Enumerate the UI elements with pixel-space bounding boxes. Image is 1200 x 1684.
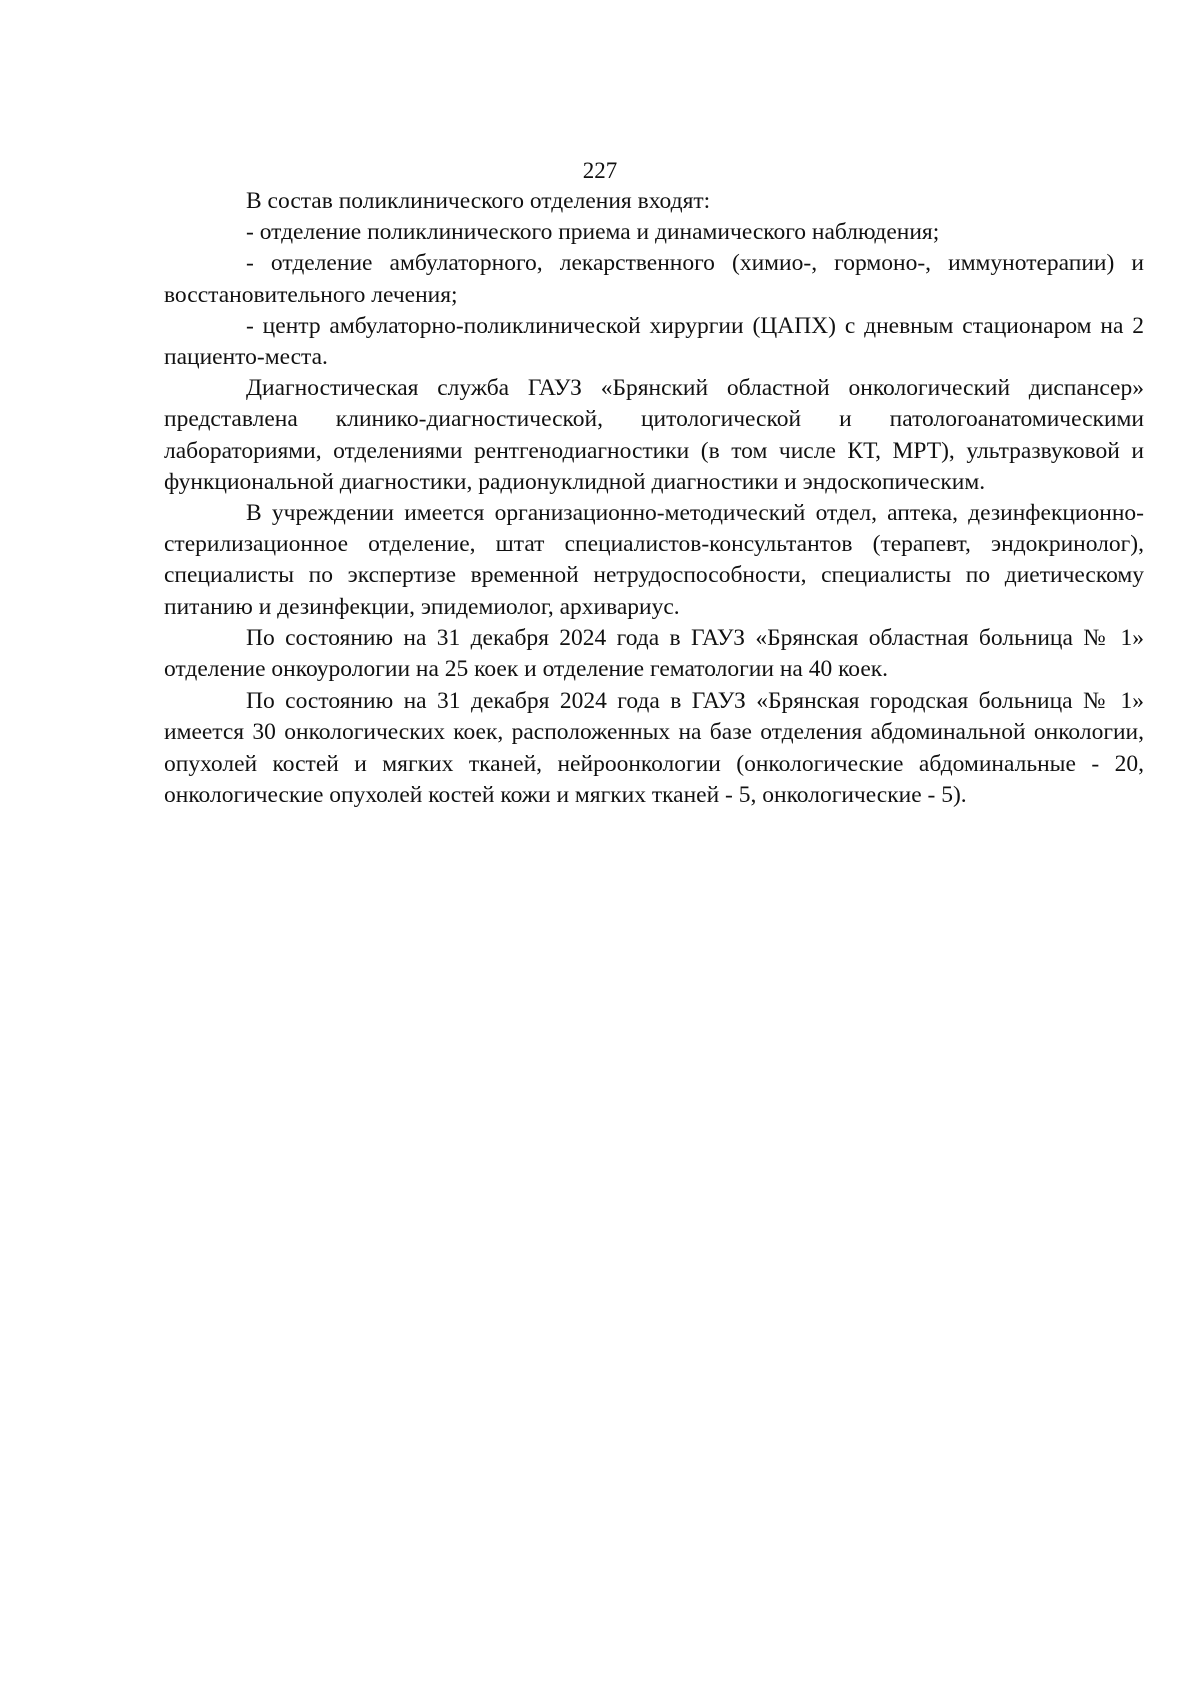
list-item-ambulatory-treatment: - отделение амбулаторного, лекарственного (химио-, гормоно-, иммунотерапии) и восстановительного лечения; [164,250,1144,308]
paragraph-intro: В состав поликлинического отделения входят: [246,188,711,214]
document-body [164,186,1144,811]
page-number: 227 [582,158,618,183]
list-item-surgery-center: - центр амбулаторно-поликлинической хирургии (ЦАПХ) с дневным стационаром на 2 пациенто-места. [164,312,1144,371]
paragraph-regional-hospital: По состоянию на 31 декабря 2024 года в ГАУЗ «Брянская областная больница № 1» отделение онкоурологии на 25 коек и отделение гематологии на 40 коек. [164,624,1144,683]
list-item-outpatient-reception: - отделение поликлинического приема и динамического наблюдения; [246,219,940,246]
paragraph-institution-staff: В учреждении имеется организационно-методический отдел, аптека, дезинфекционно-стерилизационное отделение, штат специалистов-консультантов (терапевт, эндокринолог), специалисты по экспертизе временной нетрудоспособности, специалисты по диетическому питанию и дезинфекции, эпидемиолог, архивариус. [164,500,1144,620]
paragraph-diagnostic-service: Диагностическая служба ГАУЗ «Брянский областной онкологический диспансер» представлена клинико-диагностической, цитологической и патологоанатомическими лабораториями, отделениями рентгенодиагностики (в том числе КТ, МРТ), ультразвуковой и функциональной диагностики, радионуклидной диагностики и эндоскопическим. [164,375,1144,495]
paragraph-city-hospital: По состоянию на 31 декабря 2024 года в ГАУЗ «Брянская городская больница № 1» имеется 30 онкологических коек, расположенных на базе отделения абдоминальной онкологии, опухолей костей и мягких тканей, нейроонкологии (онкологические абдоминальные - 20, онкологические опухолей костей кожи и мягких тканей - 5, онкологические - 5). [164,688,1144,808]
